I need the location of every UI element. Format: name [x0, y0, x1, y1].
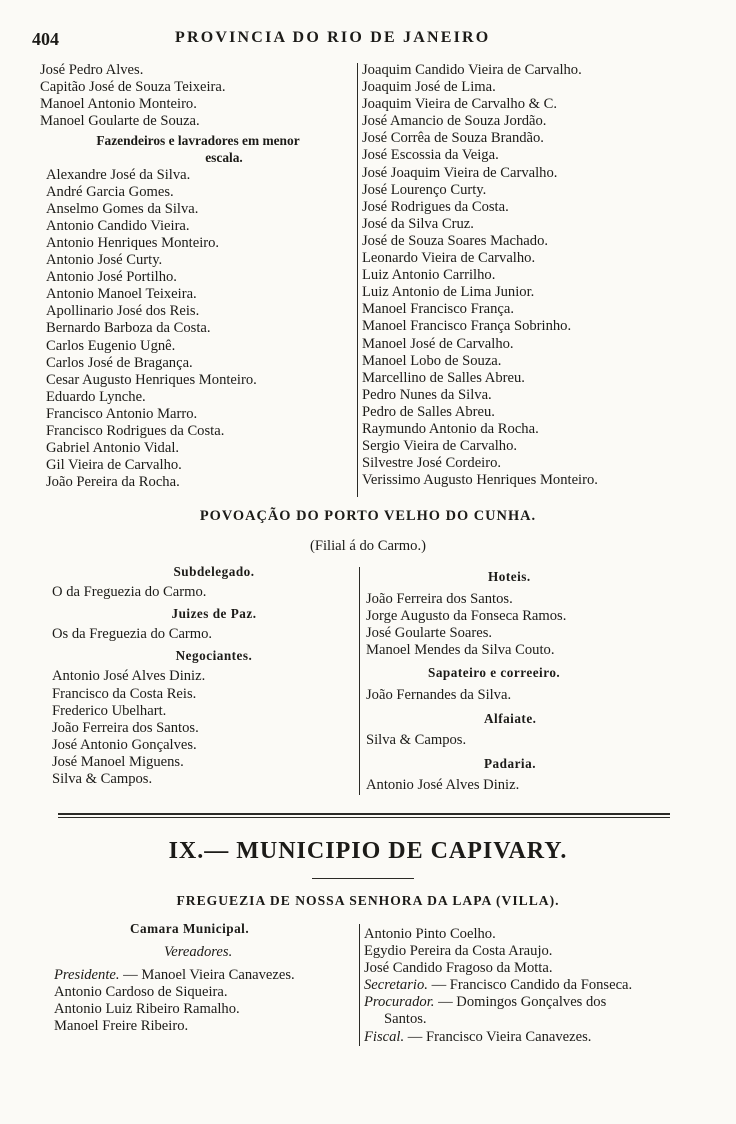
list-item: Leonardo Vieira de Carvalho.	[362, 250, 536, 267]
fiscal-label: Fiscal.	[364, 1028, 405, 1045]
list-item: Carlos José de Bragança.	[46, 354, 193, 371]
list-item: José Joaquim Vieira de Carvalho.	[362, 164, 558, 181]
sapateiro-value: João Fernandes da Silva.	[366, 686, 512, 703]
fazendeiros-heading-cont: escala.	[205, 150, 243, 166]
juizes-value: Os da Freguezia do Carmo.	[52, 626, 213, 643]
column-divider	[359, 924, 360, 1046]
list-item: Manoel Antonio Monteiro.	[40, 96, 197, 113]
list-item: Verissimo Augusto Henriques Monteiro.	[362, 472, 598, 489]
camara-heading: Camara Municipal.	[130, 921, 250, 936]
list-item: Luiz Antonio de Lima Junior.	[362, 284, 535, 301]
list-item: Manoel Freire Ribeiro.	[54, 1018, 189, 1035]
hoteis-heading: Hoteis.	[488, 569, 531, 584]
list-item: Manoel Lobo de Souza.	[362, 352, 502, 369]
list-item: Joaquim Vieira de Carvalho & C.	[362, 96, 558, 113]
list-item: Antonio Pinto Coelho.	[364, 926, 496, 942]
column-divider	[359, 567, 360, 795]
secretario-name: — Francisco Candido da Fonseca.	[431, 977, 633, 994]
list-item: Raymundo Antonio da Rocha.	[362, 420, 539, 437]
camara-left-column	[54, 920, 354, 1036]
list-item: Antonio Henriques Monteiro.	[46, 234, 220, 251]
list-item: Capitão José de Souza Teixeira.	[40, 79, 226, 96]
list-item: José Antonio Gonçalves.	[52, 736, 197, 753]
list-item: José Lourenço Curty.	[362, 181, 487, 198]
list-item: José da Silva Cruz.	[362, 215, 474, 232]
list-item: Jorge Augusto da Fonseca Ramos.	[366, 608, 567, 625]
list-item: Antonio Luiz Ribeiro Ramalho.	[54, 1001, 240, 1018]
povoacao-subtitle: (Filial á do Carmo.)	[310, 538, 426, 554]
list-item: Antonio José Alves Diniz.	[52, 668, 206, 685]
alfaiate-heading: Alfaiate.	[484, 710, 537, 726]
secretario-line	[364, 977, 708, 994]
title-underline	[312, 878, 414, 879]
list-item: Eduardo Lynche.	[46, 388, 146, 405]
presidente-line	[54, 967, 354, 984]
procurador-name: — Domingos Gonçalves dos	[438, 994, 607, 1011]
list-item: José Candido Fragoso da Motta.	[364, 960, 553, 977]
top-right-column	[362, 62, 692, 489]
list-item: Cesar Augusto Henriques Monteiro.	[46, 371, 257, 388]
vereadores-heading: Vereadores.	[164, 944, 233, 961]
list-item: Manoel Francisco França Sobrinho.	[362, 318, 572, 335]
list-item: Apollinario José dos Reis.	[46, 303, 200, 320]
left-names-2	[40, 167, 356, 492]
list-item: Joaquim José de Lima.	[362, 79, 496, 96]
list-item: Manoel Mendes da Silva Couto.	[366, 642, 555, 659]
list-item: João Ferreira dos Santos.	[52, 719, 199, 736]
negociantes-heading: Negociantes.	[175, 648, 253, 664]
padaria-heading: Padaria.	[484, 755, 536, 771]
list-item: José Amancio de Souza Jordão.	[362, 113, 547, 130]
list-item: João Pereira da Rocha.	[46, 474, 180, 491]
column-divider	[357, 63, 358, 497]
municipio-title: IX.— MUNICIPIO DE CAPIVARY.	[168, 838, 568, 864]
left-names-1	[40, 62, 356, 130]
alfaiate-value: Silva & Campos.	[366, 731, 467, 748]
page-number: 404	[32, 29, 59, 49]
list-item: Gil Vieira de Carvalho.	[46, 457, 182, 474]
list-item: Antonio José Portilho.	[46, 269, 177, 286]
list-item: Joaquim Candido Vieira de Carvalho.	[362, 62, 582, 78]
povoacao-title: POVOAÇÃO DO PORTO VELHO DO CUNHA.	[199, 508, 537, 524]
list-item: Manoel Goularte de Souza.	[40, 113, 200, 130]
list-item: Silvestre José Cordeiro.	[362, 455, 502, 472]
section-rule	[58, 817, 670, 818]
section-rule	[58, 813, 670, 815]
fiscal-name: — Francisco Vieira Canavezes.	[407, 1028, 592, 1045]
list-item: Marcellino de Salles Abreu.	[362, 369, 525, 386]
secretario-label: Secretario.	[364, 977, 428, 994]
list-item: André Garcia Gomes.	[46, 183, 174, 200]
top-left-column	[40, 62, 356, 491]
list-item: José Corrêa de Souza Brandão.	[362, 130, 544, 147]
camara-right-column	[364, 926, 708, 1046]
list-item: Francisco Antonio Marro.	[46, 405, 198, 422]
running-header-title: PROVINCIA DO RIO DE JANEIRO	[175, 29, 491, 46]
presidente-label: Presidente.	[54, 967, 120, 984]
list-item: Manoel José de Carvalho.	[362, 335, 514, 352]
list-item: José Goularte Soares.	[366, 625, 493, 642]
list-item: Gabriel Antonio Vidal.	[46, 440, 180, 457]
subdelegado-value: O da Freguezia do Carmo.	[52, 584, 207, 601]
subdelegado-heading: Subdelegado.	[173, 564, 255, 579]
list-item: Antonio Cardoso de Siqueira.	[54, 984, 228, 1001]
list-item: Bernardo Barboza da Costa.	[46, 320, 211, 337]
list-item: Carlos Eugenio Ugnê.	[46, 337, 176, 354]
fazendeiros-heading: Fazendeiros e lavradores em menor	[96, 133, 300, 149]
list-item: Frederico Ubelhart.	[52, 702, 167, 719]
list-item: Luiz Antonio Carrilho.	[362, 267, 496, 284]
procurador-continuation: Santos.	[384, 1011, 427, 1028]
padaria-value: Antonio José Alves Diniz.	[366, 776, 520, 793]
presidente-name: — Manoel Vieira Canavezes.	[123, 967, 295, 984]
list-item: Silva & Campos.	[52, 771, 153, 788]
list-item: Francisco Rodrigues da Costa.	[46, 422, 225, 439]
juizes-heading: Juizes de Paz.	[171, 606, 257, 622]
list-item: João Ferreira dos Santos.	[366, 591, 513, 608]
povoacao-right-column	[366, 568, 686, 794]
freguezia-title: FREGUEZIA DE NOSSA SENHORA DA LAPA (VILLA).	[176, 893, 560, 908]
list-item: José Pedro Alves.	[40, 62, 144, 78]
list-item: José Manoel Miguens.	[52, 753, 184, 770]
list-item: José Escossia da Veiga.	[362, 147, 499, 164]
list-item: Antonio José Curty.	[46, 252, 163, 269]
procurador-label: Procurador.	[364, 994, 435, 1011]
fiscal-line	[364, 1029, 708, 1046]
list-item: Alexandre José da Silva.	[46, 166, 191, 183]
list-item: Francisco da Costa Reis.	[52, 685, 197, 702]
list-item: Sergio Vieira de Carvalho.	[362, 438, 518, 455]
list-item: Manoel Francisco França.	[362, 301, 514, 318]
list-item: Antonio Manoel Teixeira.	[46, 286, 197, 303]
list-item: Antonio Candido Vieira.	[46, 217, 190, 234]
povoacao-left-column	[52, 563, 352, 788]
list-item: Pedro Nunes da Silva.	[362, 386, 492, 403]
list-item: Anselmo Gomes da Silva.	[46, 200, 199, 217]
list-item: Egydio Pereira da Costa Araujo.	[364, 943, 553, 960]
list-item: José Rodrigues da Costa.	[362, 198, 509, 215]
sapateiro-heading: Sapateiro e correeiro.	[428, 665, 561, 681]
procurador-line	[364, 994, 708, 1011]
list-item: José de Souza Soares Machado.	[362, 232, 549, 249]
list-item: Pedro de Salles Abreu.	[362, 403, 495, 420]
